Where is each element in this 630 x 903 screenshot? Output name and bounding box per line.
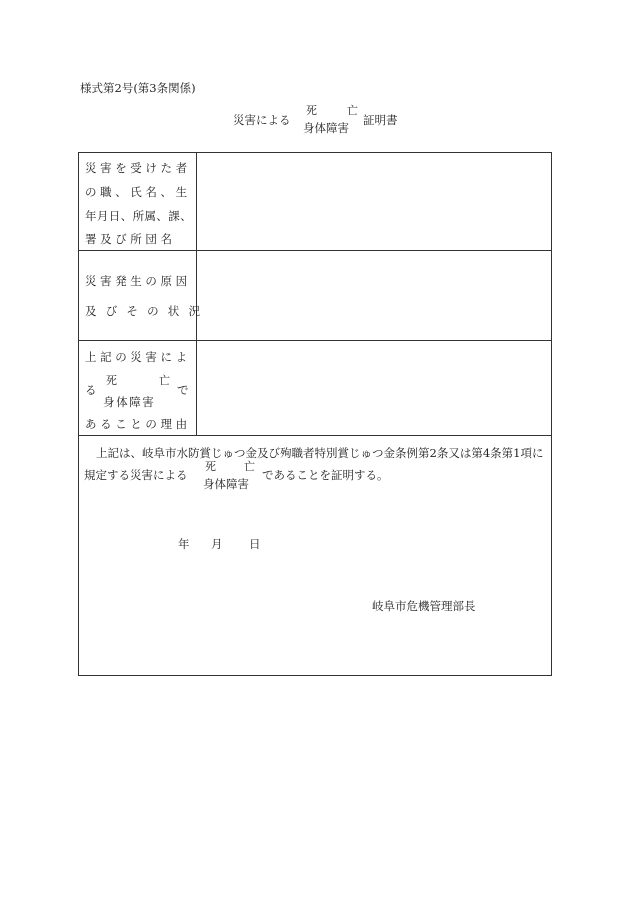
reason-label-line1: 上記の災害によ	[85, 350, 191, 364]
date-year-label: 年	[178, 537, 190, 551]
statement-option-death	[205, 458, 257, 474]
column-divider	[196, 152, 197, 435]
form-number: 様式第2号(第3条関係)	[80, 81, 196, 95]
victim-info-label-line1: 災害を受けた者	[85, 161, 191, 175]
title-option-death	[306, 102, 360, 118]
title-suffix: 証明書	[363, 113, 398, 127]
reason-option-death	[106, 372, 172, 388]
victim-info-value[interactable]	[198, 154, 550, 249]
reason-option-death-char2: 亡	[159, 374, 172, 387]
statement-option-death-char2: 亡	[244, 460, 257, 473]
reason-label-de: で	[177, 383, 189, 397]
issuer-title: 岐阜市危機管理部長	[372, 599, 476, 613]
victim-info-label-line2: の職、氏名、生	[85, 185, 191, 199]
cause-label-line1: 災害発生の原因	[85, 274, 191, 288]
reason-label-ru: る	[85, 383, 97, 397]
title-option-disability: 身体障害	[303, 121, 349, 135]
date-month-label: 月	[211, 537, 223, 551]
title-option-death-char1: 死	[306, 104, 319, 117]
victim-info-label-line3: 年月日、所属、課、	[85, 209, 193, 223]
victim-info-label-line4: 署及び所団名	[85, 232, 176, 246]
statement-line2-suffix: であることを証明する。	[262, 468, 389, 482]
statement-line1: 上記は、岐阜市水防賞じゅつ金及び殉職者特別賞じゅつ金条例第2条又は第4条第1項に	[96, 446, 544, 460]
cause-label-line2: 及びその状況	[85, 304, 210, 318]
title-option-death-char2: 亡	[347, 104, 360, 117]
row-divider	[78, 340, 552, 341]
row-divider	[78, 250, 552, 251]
title-prefix: 災害による	[233, 113, 291, 127]
reason-value[interactable]	[198, 342, 550, 434]
statement-option-death-char1: 死	[205, 460, 218, 473]
date-day-label: 日	[249, 537, 261, 551]
statement-line2-prefix: 規定する災害による	[84, 468, 188, 482]
reason-option-death-char1: 死	[106, 374, 119, 387]
reason-option-disability: 身体障害	[103, 395, 156, 409]
statement-option-disability: 身体障害	[203, 477, 249, 491]
reason-label-last: あることの理由	[85, 417, 191, 431]
row-divider	[78, 435, 552, 436]
cause-value[interactable]	[198, 252, 550, 339]
